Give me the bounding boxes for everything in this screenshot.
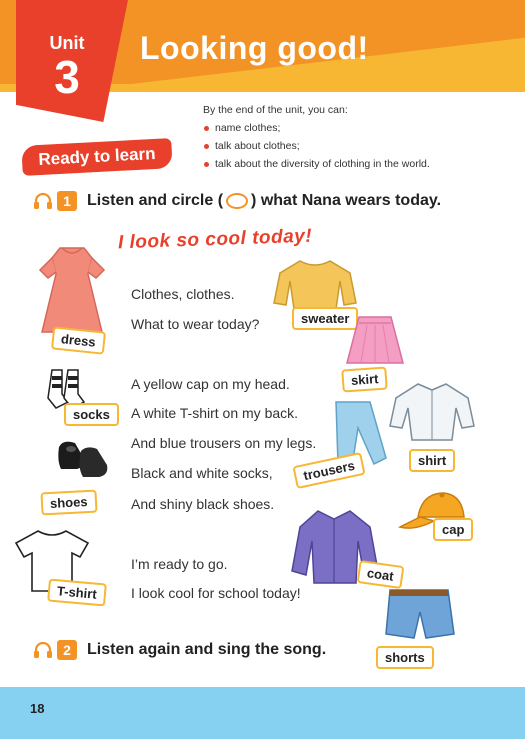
song-line: What to wear today?: [131, 316, 260, 332]
circle-icon: [226, 193, 248, 209]
shoes-image[interactable]: [55, 437, 113, 483]
song-line: Clothes, clothes.: [131, 286, 235, 302]
song-line: Black and white socks,: [131, 465, 273, 481]
objective-item: talk about clothes;: [203, 137, 430, 155]
unit-number: 3: [54, 51, 80, 103]
task-1-text-start: Listen and circle (: [87, 192, 224, 209]
unit-label: Unit: [49, 33, 85, 53]
task-number: 2: [57, 640, 77, 660]
task-1-heading: [33, 191, 441, 211]
song-line: And shiny black shoes.: [131, 496, 275, 512]
footer-band: [0, 687, 525, 739]
shirt-image[interactable]: [388, 378, 478, 444]
song-line: I’m ready to go.: [131, 556, 228, 572]
sweater-image[interactable]: [270, 255, 360, 311]
headphones-icon: [33, 641, 53, 659]
label-shoes[interactable]: shoes: [40, 490, 97, 516]
label-skirt[interactable]: skirt: [341, 366, 388, 392]
label-dress[interactable]: dress: [51, 326, 106, 354]
label-shorts[interactable]: shorts: [376, 646, 434, 669]
song-line: I look cool for school today!: [131, 585, 301, 601]
label-socks[interactable]: socks: [64, 403, 119, 426]
headphones-icon: [33, 192, 53, 210]
objectives-intro: By the end of the unit, you can:: [203, 104, 348, 116]
unit-title: Looking good!: [140, 30, 369, 66]
label-coat[interactable]: coat: [357, 560, 405, 589]
task-2-text: Listen again and sing the song.: [87, 641, 327, 658]
label-cap[interactable]: cap: [433, 518, 473, 541]
task-1-text-end: ) what Nana wears today.: [251, 192, 442, 209]
label-tshirt[interactable]: T-shirt: [47, 579, 107, 607]
page-number: 18: [30, 701, 45, 716]
task-number: 1: [57, 191, 77, 211]
task-2-heading: [33, 640, 326, 660]
song-line: A white T-shirt on my back.: [131, 405, 299, 421]
song-title: I look so cool today!: [117, 225, 313, 254]
label-shirt[interactable]: shirt: [409, 449, 455, 472]
label-trousers[interactable]: trousers: [292, 452, 365, 489]
objective-item: talk about the diversity of clothing in the world.: [203, 155, 430, 173]
dress-image[interactable]: [32, 244, 112, 339]
shorts-image[interactable]: [380, 584, 458, 644]
skirt-image[interactable]: [345, 313, 405, 369]
objective-item: name clothes;: [203, 119, 430, 137]
song-line: A yellow cap on my head.: [131, 376, 290, 392]
label-sweater[interactable]: sweater: [292, 307, 358, 330]
song-line: And blue trousers on my legs.: [131, 435, 317, 451]
unit-objectives: [203, 101, 430, 173]
ready-to-learn-banner: Ready to learn: [21, 138, 172, 176]
objectives-list: [203, 119, 430, 173]
